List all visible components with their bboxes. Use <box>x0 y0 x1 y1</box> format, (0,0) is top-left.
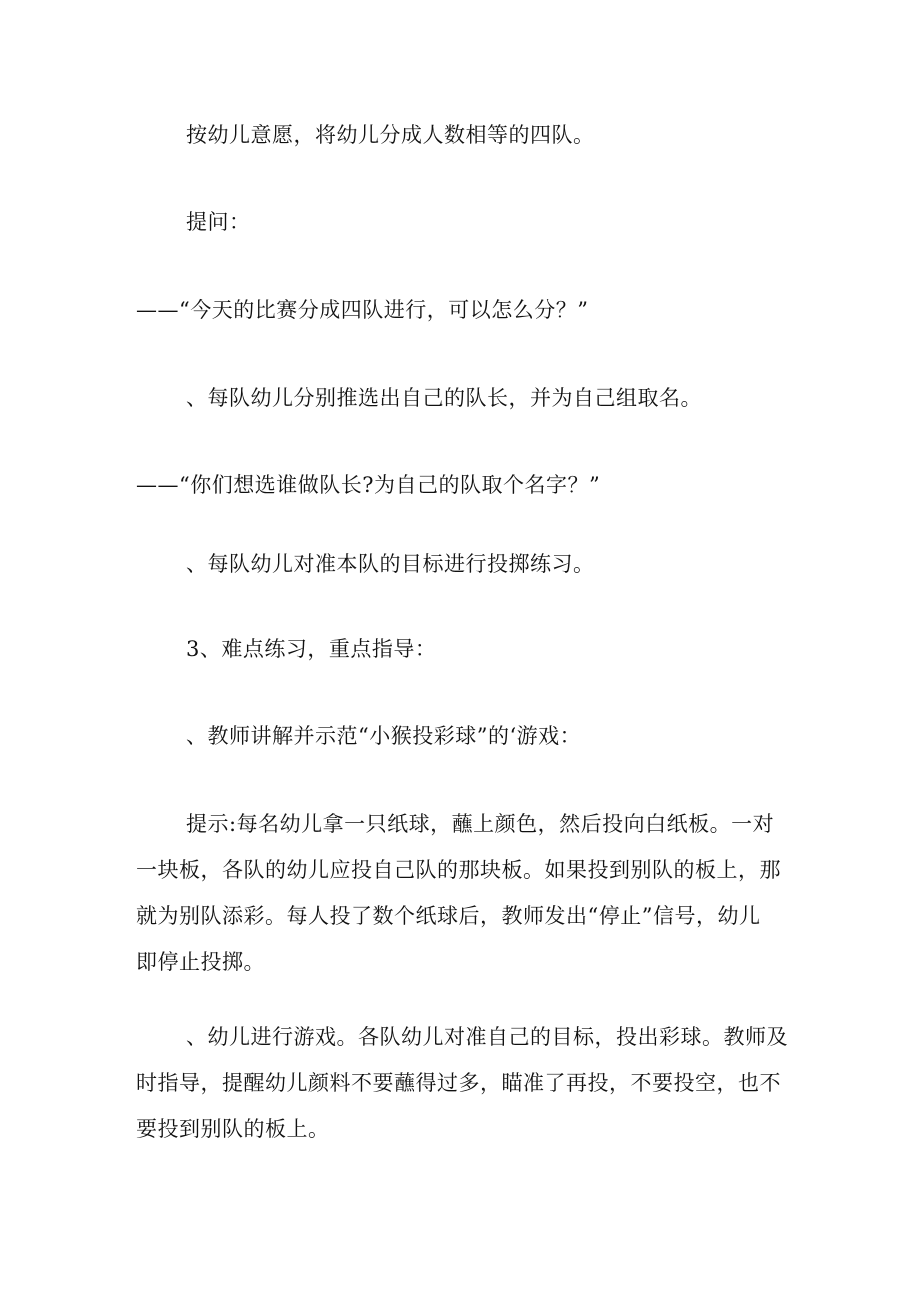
text-line-grouping: 按幼儿意愿，将幼儿分成人数相等的四队。 <box>186 123 595 147</box>
paragraph-line: 、幼儿进行游戏。各队幼儿对准自己的目标，投出彩球。教师及 <box>186 1025 788 1049</box>
paragraph-line: 一块板，各队的幼儿应投自己队的那块板。如果投到别队的板上，那 <box>136 858 781 882</box>
paragraph-line: 就为别队添彩。每人投了数个纸球后，教师发出“停止”信号，幼儿 <box>136 904 761 928</box>
paragraph-line: 即停止投掷。 <box>136 950 265 974</box>
text-line-question-label: 提问： <box>186 210 251 234</box>
text-line-question-2: ——“你们想选谁做队长?为自己的队取个名字？” <box>136 473 601 497</box>
paragraph-line: 时指导，提醒幼儿颜料不要蘸得过多，瞄准了再投，不要投空，也不 <box>136 1071 781 1095</box>
text-line-game-demo: 、教师讲解并示范“小猴投彩球”的‘游戏： <box>186 724 582 748</box>
text-line-section-3-heading: 3、难点练习，重点指导： <box>186 637 437 661</box>
text-line-question-1: ——“今天的比赛分成四队进行，可以怎么分？” <box>136 298 589 322</box>
text-line-team-captain: 、每队幼儿分别推选出自己的队长，并为自己组取名。 <box>186 386 702 410</box>
paragraph-line: 提示:每名幼儿拿一只纸球，蘸上颜色，然后投向白纸板。一对 <box>186 812 775 836</box>
paragraph-game-play <box>136 1014 786 1152</box>
paragraph-game-tips <box>136 801 786 985</box>
paragraph-line: 要投到别队的板上。 <box>136 1117 330 1141</box>
text-line-practice: 、每队幼儿对准本队的目标进行投掷练习。 <box>186 552 595 576</box>
